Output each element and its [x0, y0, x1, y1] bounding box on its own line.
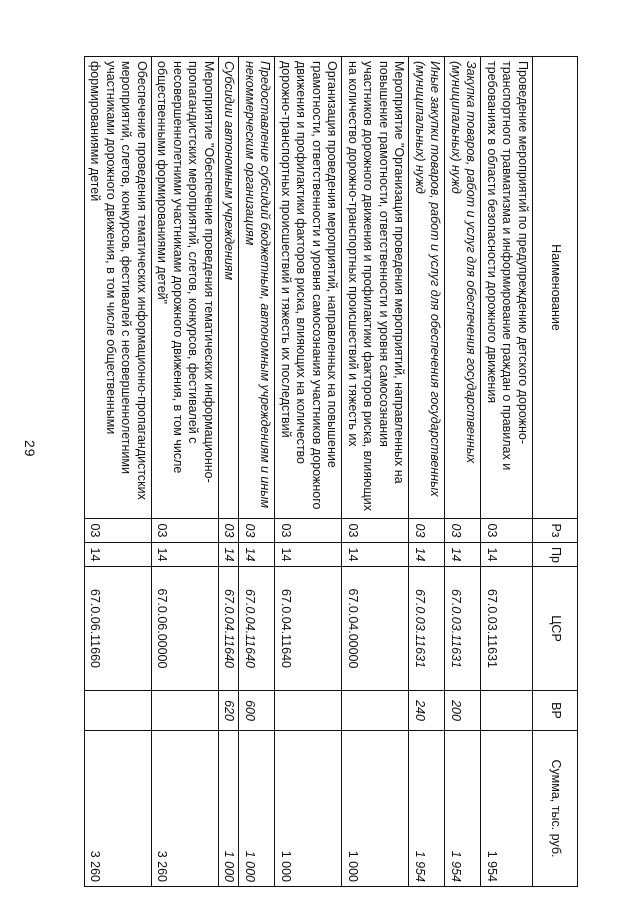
row-pr: 14 — [445, 543, 481, 567]
header-pr: Пр — [533, 543, 578, 567]
row-sum: 1 954 — [445, 731, 481, 887]
row-rz: 03 — [152, 519, 219, 543]
row-name: Мероприятие "Организация проведения мероприятий, направленных на повышение грамотности, ответственности и уровня самосознания участников дорожного движения и профилактики факторов риска, влияющих на количество дорожно-транспортных происшествий и тяжесть их — [342, 57, 409, 519]
row-csr: 67.0.04.11640 — [275, 567, 342, 691]
row-csr: 67.0.03.11631 — [445, 567, 481, 691]
row-csr: 67.0.03.11631 — [481, 567, 533, 691]
row-rz: 03 — [219, 519, 240, 543]
row-csr: 67.0.06.00000 — [152, 567, 219, 691]
table-row — [219, 57, 240, 887]
row-rz: 03 — [275, 519, 342, 543]
row-vr: 620 — [219, 691, 240, 731]
table-row — [342, 57, 409, 887]
row-csr: 67.0.06.11660 — [85, 567, 152, 691]
row-pr: 14 — [481, 543, 533, 567]
table-row — [239, 57, 275, 887]
table-row — [409, 57, 445, 887]
row-vr — [275, 691, 342, 731]
row-rz: 03 — [409, 519, 445, 543]
row-vr: 600 — [239, 691, 275, 731]
row-rz: 03 — [445, 519, 481, 543]
row-vr — [481, 691, 533, 731]
header-csr: ЦСР — [533, 567, 578, 691]
row-name: Иные закупки товаров, работ и услуг для обеспечения государственных (муниципальных) нужд — [409, 57, 445, 519]
row-rz: 03 — [481, 519, 533, 543]
row-name: Обеспечение проведения тематических информационно-пропагандистских мероприятий, слетов, конкурсов, фестивалей с несовершеннолетними участниками дорожного движения, в том числе общественными формированиями детей — [85, 57, 152, 519]
row-name: Организация проведения мероприятий, направленных на повышение грамотности, ответственности и уровня самосознания участников дорожного движения и профилактики факторов риска, влияющих на количество дорожно-транспортных происшествий и тяжесть их последствий — [275, 57, 342, 519]
row-pr: 14 — [152, 543, 219, 567]
row-sum: 1 000 — [275, 731, 342, 887]
table-row — [152, 57, 219, 887]
row-vr: 240 — [409, 691, 445, 731]
row-rz: 03 — [85, 519, 152, 543]
row-rz: 03 — [239, 519, 275, 543]
row-vr — [152, 691, 219, 731]
rotated-table-sheet — [88, 56, 578, 886]
row-vr: 200 — [445, 691, 481, 731]
row-pr: 14 — [275, 543, 342, 567]
budget-table — [84, 56, 578, 887]
row-pr: 14 — [409, 543, 445, 567]
row-csr: 67.0.04.11640 — [239, 567, 275, 691]
row-name: Субсидии автономным учреждениям — [219, 57, 240, 519]
header-rz: Рз — [533, 519, 578, 543]
header-vr: ВР — [533, 691, 578, 731]
row-pr: 14 — [342, 543, 409, 567]
row-rz: 03 — [342, 519, 409, 543]
row-sum: 1 954 — [481, 731, 533, 887]
table-row — [85, 57, 152, 887]
row-pr: 14 — [85, 543, 152, 567]
row-name: Закупка товаров, работ и услуг для обеспечения государственных (муниципальных) нужд — [445, 57, 481, 519]
header-sum: Сумма, тыс. руб. — [533, 731, 578, 887]
row-sum: 1 000 — [342, 731, 409, 887]
table-row — [481, 57, 533, 887]
row-sum: 3 260 — [85, 731, 152, 887]
row-name: Предоставление субсидий бюджетным, автономным учреждениям и иным некоммерческим организациям — [239, 57, 275, 519]
table-header-row — [533, 57, 578, 887]
row-vr — [85, 691, 152, 731]
row-sum: 3 260 — [152, 731, 219, 887]
row-name: Мероприятие "Обеспечение проведения тематических информационно-пропагандистских мероприятий, слетов, конкурсов, фестивалей с несовершеннолетними участниками дорожного движения, в том числе общественными формированиями детей" — [152, 57, 219, 519]
row-csr: 67.0.04.00000 — [342, 567, 409, 691]
row-sum: 1 000 — [239, 731, 275, 887]
row-vr — [342, 691, 409, 731]
row-pr: 14 — [219, 543, 240, 567]
row-csr: 67.0.04.11640 — [219, 567, 240, 691]
header-name: Наименование — [533, 57, 578, 519]
page-number: 29 — [22, 440, 38, 458]
row-csr: 67.0.03.11631 — [409, 567, 445, 691]
row-pr: 14 — [239, 543, 275, 567]
table-row — [445, 57, 481, 887]
row-name: Проведение мероприятий по предупреждению детского дорожно-транспортного травматизма и информирование граждан о правилах и требованиях в области безопасности дорожного движения — [481, 57, 533, 519]
row-sum: 1 000 — [219, 731, 240, 887]
table-row — [275, 57, 342, 887]
row-sum: 1 954 — [409, 731, 445, 887]
